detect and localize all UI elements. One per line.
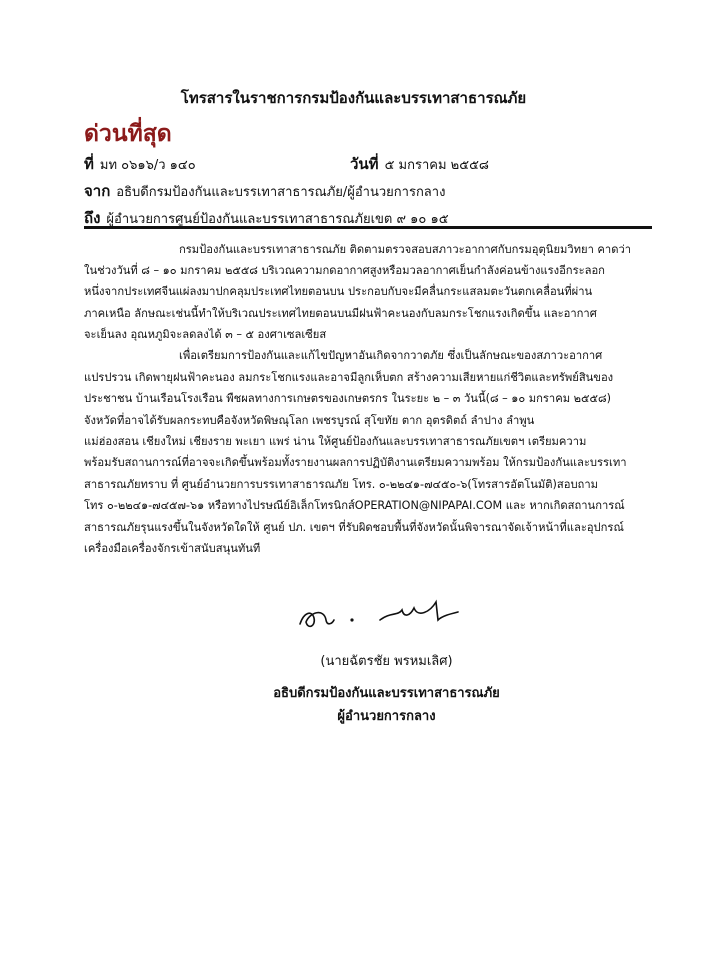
body-line: จังหวัดที่อาจได้รับผลกระทบคือจังหวัดพิษณุโลก เพชรบูรณ์ สุโขทัย ตาก อุตรดิตถ์ ลำปาง ลำพูน [84, 414, 535, 427]
date-label: วันที่ [350, 155, 379, 173]
body-line: ภาคเหนือ ลักษณะเช่นนี้ทำให้บริเวณประเทศไทยตอนบนมีฝนฟ้าคะนองกับลมกระโชกแรงเกิดขึ้น และอากาศ [84, 307, 597, 320]
body-line: แม่ฮ่องสอน เชียงใหม่ เชียงราย พะเยา แพร่ น่าน ให้ศูนย์ป้องกันและบรรเทาสาธารณภัยเขตฯ เตรียมความ [84, 435, 587, 448]
body-line: จะเย็นลง อุณหภูมิจะลดลงได้ ๓ – ๕ องศาเซลเซียส [84, 328, 327, 341]
header-divider [84, 226, 652, 229]
date-row [350, 152, 489, 176]
body-line: ในช่วงวันที่ ๘ – ๑๐ มกราคม ๒๕๕๘ บริเวณความกดอากาศสูงหรือมวลอากาศเย็นกำลังค่อนข้างแรงอีกระลอก [84, 264, 605, 277]
urgency-label: ด่วนที่สุด [84, 121, 172, 147]
signer-position: ผู้อำนวยการกลาง [337, 709, 436, 724]
handwritten-signature [290, 590, 470, 635]
to-value: ผู้อำนวยการศูนย์ป้องกันและบรรเทาสาธารณภัยเขต ๙ ๑๐ ๑๕ [106, 212, 449, 227]
signer-name: (นายฉัตรชัย พรหมเลิศ) [320, 654, 453, 669]
from-value: อธิบดีกรมป้องกันและบรรเทาสาธารณภัย/ผู้อำนวยการกลาง [116, 185, 446, 200]
from-row [84, 179, 445, 203]
date-value: ๕ มกราคม ๒๕๕๘ [384, 158, 489, 173]
from-label: จาก [84, 182, 111, 200]
body-line: เพื่อเตรียมการป้องกันและแก้ไขปัญหาอันเกิดจากวาตภัย ซึ่งเป็นลักษณะของสภาวะอากาศ [179, 349, 603, 362]
body-line: หนึ่งจากประเทศจีนแผ่ลงมาปกคลุมประเทศไทยตอนบน ประกอบกับจะมีคลื่นกระแสลมตะวันตกเคลื่อนที่ผ่าน [84, 285, 593, 298]
body-line: สาธารณภัยรุนแรงขึ้นในจังหวัดใดให้ ศูนย์ ปภ. เขตฯ ที่รับผิดชอบพื้นที่จังหวัดนั้นพิจารณาจัดเจ้าหน้าที่และอุปกรณ์ [84, 521, 624, 534]
reference-number: มท ๐๖๑๖/ว ๑๔๐ [99, 158, 196, 173]
reference-label: ที่ [84, 155, 94, 173]
document-heading: โทรสารในราชการกรมป้องกันและบรรเทาสาธารณภัย [180, 89, 527, 107]
reference-row [84, 152, 196, 176]
body-line: เครื่องมือเครื่องจักรเข้าสนับสนุนทันที [84, 542, 261, 555]
to-label: ถึง [84, 209, 101, 227]
body-line: แปรปรวน เกิดพายุฝนฟ้าคะนอง ลมกระโชกแรงและอาจมีลูกเห็บตก สร้างความเสียหายแก่ชีวิตและทรัพย์สินของ [84, 371, 614, 384]
signer-title: อธิบดีกรมป้องกันและบรรเทาสาธารณภัย [273, 686, 500, 701]
body-line: ประชาชน บ้านเรือนโรงเรือน พืชผลทางการเกษตรของเกษตรกร ในระยะ ๒ – ๓ วันนี้(๘ – ๑๐ มกราคม ๒๕๕๘) [84, 392, 611, 405]
body-line: กรมป้องกันและบรรเทาสาธารณภัย ติดตามตรวจสอบสภาวะอากาศกับกรมอุตุนิยมวิทยา คาดว่า [179, 243, 632, 256]
body-line: สาธารณภัยทราบ ที่ ศูนย์อำนวยการบรรเทาสาธารณภัย โทร. ๐-๒๒๔๑-๗๔๕๐-๖(โทรสารอัตโนมัติ)สอบถาม [84, 478, 598, 491]
body-line: พร้อมรับสถานการณ์ที่อาจจะเกิดขึ้นพร้อมทั้งรายงานผลการปฏิบัติงานเตรียมความพร้อม ให้กรมป้องกันและบรรเทา [84, 456, 627, 469]
body-line: โทร ๐-๒๒๔๑-๗๔๕๗-๖๑ หรือทางไปรษณีย์อิเล็กโทรนิกส์OPERATION@NIPAPAI.COM และ หากเกิดสถานการณ์ [84, 499, 625, 512]
